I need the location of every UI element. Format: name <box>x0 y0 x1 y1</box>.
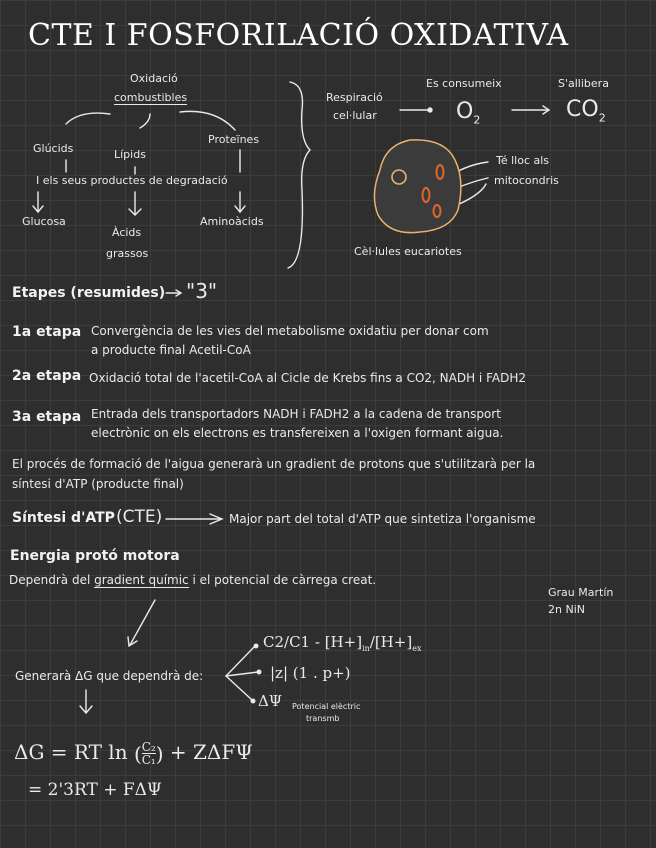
sintesi-label: Síntesi d'ATP <box>12 510 115 526</box>
aminoacids-label: Aminoàcids <box>200 215 264 228</box>
proces-text-2: síntesi d'ATP (producte final) <box>12 477 184 491</box>
te-lloc-label-2: mitocondris <box>494 174 559 187</box>
co2-formula: $CO_2$ <box>566 97 606 125</box>
sintesi-cte: (CTE) <box>116 507 163 527</box>
arrow-to-proteines <box>180 111 235 130</box>
genera-text: Generarà ΔG que dependrà de: <box>15 669 204 683</box>
energia-heading: Energia protó motora <box>10 548 180 564</box>
glucosa-label: Glucosa <box>22 215 66 228</box>
delta-g-equation-2: = 2'3RT + FΔΨ <box>28 780 162 800</box>
cellules-label: Cèl·lules eucariotes <box>354 245 462 258</box>
productes-label: I els seus productes de degradació <box>36 174 228 187</box>
allibera-label: S'allibera <box>558 77 609 90</box>
etapa-3-text-2: electrònic on els electrons es transfereixen a l'oxigen formant aigua. <box>91 426 504 440</box>
eukaryotic-cell-drawing <box>374 140 460 233</box>
psi-note-2: transmb <box>306 714 340 723</box>
grassos-label: grassos <box>106 247 149 260</box>
etapa-3-text-1: Entrada dels transportadors NADH i FADH2 a la cadena de transport <box>91 407 501 421</box>
proces-text-1: El procés de formació de l'aigua generarà un gradient de protons que s'utilitzarà per la <box>12 457 536 471</box>
etapa-2-text-1: Oxidació total de l'acetil-CoA al Cicle de Krebs fins a CO2, NADH i FADH2 <box>89 371 526 385</box>
arrow-to-lipids <box>140 114 150 128</box>
o2-formula: $O_2$ <box>456 99 481 127</box>
consumeix-label: Es consumeix <box>426 77 502 90</box>
etapa-1-label: 1a etapa <box>12 324 82 340</box>
te-lloc-label-1: Té lloc als <box>496 154 550 167</box>
etapa-1-text-2: a producte final Acetil-CoA <box>91 343 251 357</box>
arrow-to-glucids <box>66 113 110 124</box>
combustibles-label: combustibles <box>114 91 188 104</box>
charge-term: |z| (1 . p+) <box>270 664 351 682</box>
acids-label: Àcids <box>112 226 142 239</box>
proteines-label: Proteïnes <box>208 133 260 146</box>
page-title: CTE I FOSFORILACIÓ OXIDATIVA <box>28 18 569 53</box>
energia-depend-text: Dependrà del gradient químic i el potencial de càrrega creat. <box>9 573 377 587</box>
respiracio-label-1: Respiració <box>326 91 383 104</box>
psi-term: ΔΨ <box>258 692 282 710</box>
oxidacio-label: Oxidació <box>130 72 178 85</box>
sintesi-text: Major part del total d'ATP que sintetiza l'organisme <box>229 512 536 526</box>
author-name: Grau Martín <box>548 586 614 599</box>
etapa-1-text-1: Convergència de les vies del metabolisme oxidatiu per donar com <box>91 324 489 338</box>
lipids-label: Lípids <box>114 148 146 161</box>
concentration-ratio: $C2/C1 - [H+]_{in}/[H+]_{ex}$ <box>263 633 422 653</box>
brace <box>288 82 310 268</box>
glucids-label: Glúcids <box>33 142 74 155</box>
psi-note-1: Potencial elèctric <box>292 702 361 711</box>
respiracio-label-2: cel·lular <box>333 109 377 122</box>
etapa-2-label: 2a etapa <box>12 368 82 384</box>
gradient-quimic-underline: gradient químic <box>94 573 189 587</box>
etapes-count: "3" <box>186 279 218 303</box>
etapa-3-label: 3a etapa <box>12 409 82 425</box>
etapes-heading: Etapes (resumides) <box>12 285 166 301</box>
delta-g-equation: ΔG = RT ln ( $\frac{\text{C₂}}{\text{C₁}}$ ) + ZΔFΨ <box>14 740 253 767</box>
author-group: 2n NiN <box>548 603 585 616</box>
